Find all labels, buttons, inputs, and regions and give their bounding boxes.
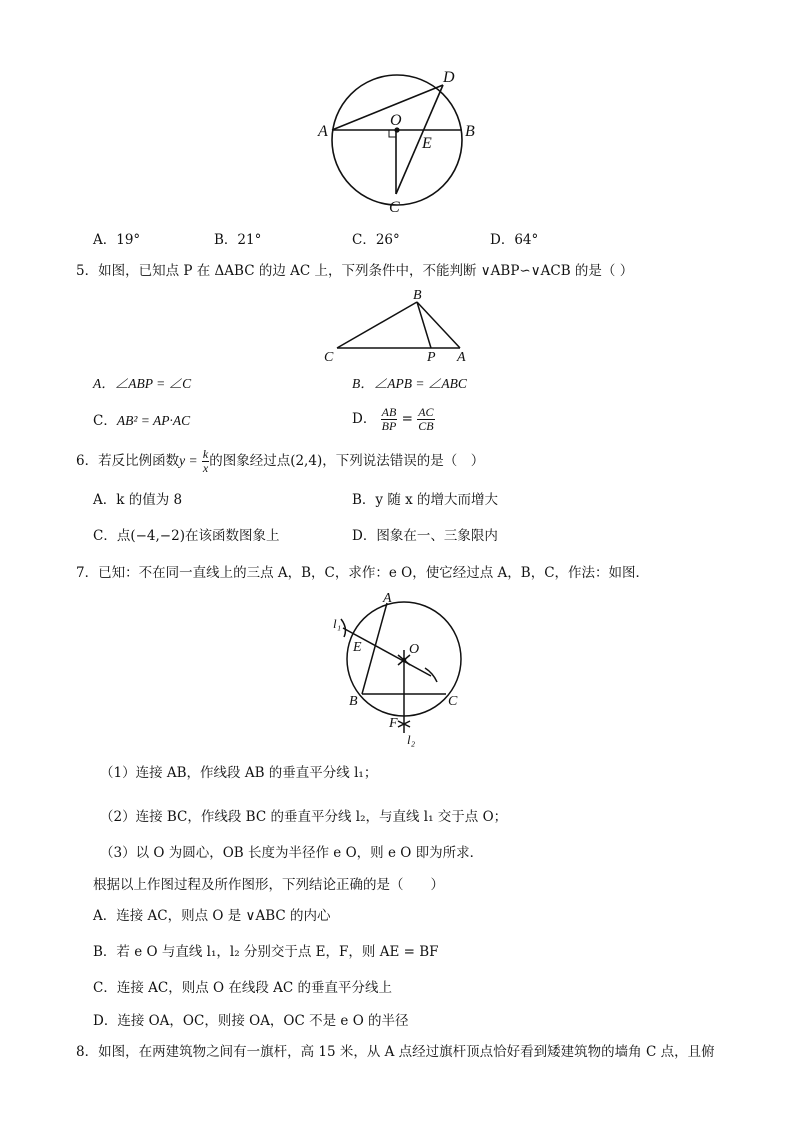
q5-label-c: C xyxy=(324,350,334,365)
q5-option-d-frac-left: $\frac{AB}{BP}$ xyxy=(381,405,397,433)
q4-label-c: C xyxy=(389,199,400,216)
q8-stem: 8．如图，在两建筑物之间有一旗杆，高 15 米，从 A 点经过旗杆顶点恰好看到矮建筑物的墙角 C 点，且俯 xyxy=(76,1044,715,1060)
q7-question: 根据以上作图过程及所作图形，下列结论正确的是（ ） xyxy=(93,877,444,893)
q6-stem-lhs: y = xyxy=(179,453,198,468)
q7-label-l2: l₂ xyxy=(407,732,416,747)
q7-option-d: D．连接 OA，OC，则接 OA，OC 不是 e O 的半径 xyxy=(93,1013,409,1029)
q6-option-a: A．k 的值为 8 xyxy=(93,492,183,508)
q5-option-d-equals: = xyxy=(401,411,413,427)
q7-step-1: （1）连接 AB，作线段 AB 的垂直平分线 l₁； xyxy=(100,765,378,781)
q7-label-f: F xyxy=(389,716,398,731)
q6-stem-text-a: 6．若反比例函数 xyxy=(76,453,180,469)
q7-step-2: （2）连接 BC，作线段 BC 的垂直平分线 l₂，与直线 l₁ 交于点 O； xyxy=(100,809,508,825)
q4-option-c: C．26° xyxy=(352,232,400,248)
q7-label-o: O xyxy=(409,642,420,657)
q7-label-c: C xyxy=(448,694,458,709)
q5-option-c-expr: AB² = AP·AC xyxy=(116,413,191,428)
q7-step-3: （3）以 O 为圆心，OB 长度为半径作 e O，则 e O 即为所求． xyxy=(100,845,484,861)
q4-label-a: A xyxy=(318,123,328,140)
q7-label-a: A xyxy=(383,591,392,606)
q6-stem-fraction: $\frac{k}{x}$ xyxy=(202,447,209,475)
q7-stem: 7．已知：不在同一直线上的三点 A，B，C，求作：e O，使它经过点 A，B，C，作法：如图． xyxy=(76,565,650,581)
q4-option-b: B．21° xyxy=(214,232,262,248)
q4-label-d: D xyxy=(443,69,455,86)
q4-label-b: B xyxy=(465,123,475,140)
q4-option-a: A．19° xyxy=(93,232,141,248)
q5-option-d-frac-right: $\frac{AC}{CB}$ xyxy=(418,405,434,433)
q6-option-b: B．y 随 x 的增大而增大 xyxy=(352,492,499,508)
q7-center-point xyxy=(402,658,407,663)
q4-option-d: D．64° xyxy=(490,232,539,248)
q7-option-a: A．连接 AC，则点 O 是 ∨ABC 的内心 xyxy=(93,908,331,924)
q5-option-b: B．∠APB = ∠ABC xyxy=(352,376,467,391)
q5-option-c-prefix: C． xyxy=(93,413,117,429)
q6-option-d: D．图象在一、三象限内 xyxy=(352,528,498,544)
q5-stem: 5．如图，已知点 P 在 ΔABC 的边 AC 上，下列条件中，不能判断 ∨ABP∽∨ACB 的是（ ） xyxy=(76,263,634,279)
q7-arc-mark-l1-end xyxy=(425,668,437,682)
q4-label-e: E xyxy=(422,135,432,152)
q6-stem-text-b: 的图象经过点(2,4)，下列说法错误的是（ ） xyxy=(209,453,485,469)
q7-option-c: C．连接 AC，则点 O 在线段 AC 的垂直平分线上 xyxy=(93,980,393,996)
q5-label-b: B xyxy=(413,288,422,303)
q6-option-c: C．点(−4,−2)在该函数图象上 xyxy=(93,528,280,544)
q5-label-a: A xyxy=(457,350,466,365)
q5-option-d-prefix: D． xyxy=(352,411,377,427)
q5-label-p: P xyxy=(427,350,436,365)
q4-label-o: O xyxy=(390,112,402,129)
q7-label-e: E xyxy=(353,640,362,655)
q7-label-l1: l₁ xyxy=(333,616,342,631)
q7-option-b: B．若 e O 与直线 l₁，l₂ 分别交于点 E，F，则 AE = BF xyxy=(93,944,439,960)
q7-label-b: B xyxy=(349,694,358,709)
q5-option-a: A．∠ABP = ∠C xyxy=(93,376,192,391)
